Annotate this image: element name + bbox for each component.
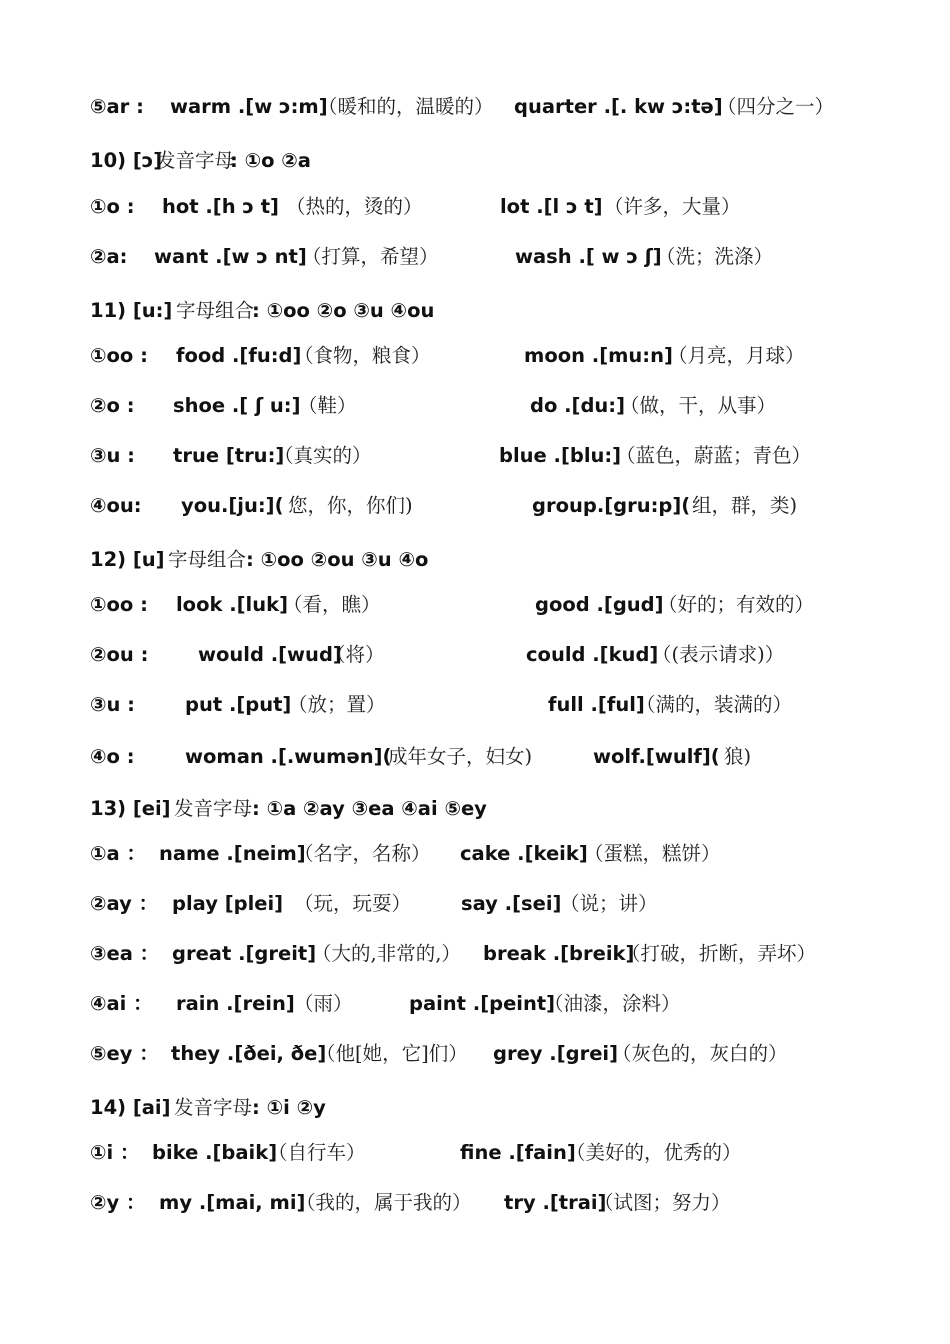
word-ipa: wash .[ w ɔ ʃ] [515,245,662,268]
word-ipa: name .[neim] [159,842,306,865]
entry-marker: ③u : [90,444,135,467]
word-ipa: good .[gud] [535,593,664,616]
word-ipa: shoe .[ ʃ u:] [173,394,301,417]
entry-marker: ②ay ： [90,892,159,915]
word-ipa: would .[wud] [198,643,342,666]
word-ipa: true [tru:] [173,444,285,467]
word-meaning: 狼) [724,745,752,768]
word-meaning: （(表示请求)） [652,643,785,666]
entry-marker: ②a: [90,245,128,268]
heading-number: 12) [u] [90,548,165,571]
word-meaning: 您，你，你们) [288,494,413,517]
entry-marker: ⑤ar : [90,95,144,118]
word-meaning: （暖和的，温暖的） [318,95,494,118]
word-ipa: say .[sei] [461,892,562,915]
word-ipa: try .[trai] [504,1191,607,1214]
word-meaning: （月亮，月球） [668,344,805,367]
entry-marker: ②ou : [90,643,149,666]
word-meaning: （试图；努力） [594,1191,731,1214]
heading-letters: : ①oo ②o ③u ④ou [252,299,435,322]
word-ipa: great .[greit] [172,942,317,965]
heading-label: 字母组合 [176,299,255,322]
entry-marker: ④ai ： [90,992,153,1015]
entry-marker: ③ea ： [90,942,160,965]
word-ipa: you.[ju:]( [181,494,284,517]
word-ipa: fine .[fain] [460,1141,576,1164]
word-meaning: （做，干，从事） [620,394,777,417]
word-meaning: （油漆，涂料） [544,992,681,1015]
word-ipa: woman .[.wumən]( [185,745,392,768]
word-ipa: group.[gru:p]( [532,494,691,517]
word-meaning: （真实的） [274,444,372,467]
entry-marker: ③u : [90,693,135,716]
heading-number: 14) [ai] [90,1096,171,1119]
word-ipa: put .[put] [185,693,292,716]
entry-marker: ①oo : [90,593,148,616]
word-ipa: cake .[keik] [460,842,588,865]
word-meaning: （大的,非常的,） [312,942,461,965]
word-meaning: （满的，装满的） [636,693,793,716]
word-meaning: （他[她，它]们） [316,1042,468,1065]
word-meaning: （我的，属于我的） [296,1191,472,1214]
entry-marker: ①a ： [90,842,146,865]
word-ipa: hot .[h ɔ t] [162,195,279,218]
word-meaning: 成年女子，妇女) [388,745,533,768]
word-meaning: （好的；有效的） [658,593,815,616]
heading-letters: : ①oo ②ou ③u ④o [246,548,429,571]
word-ipa: moon .[mu:n] [524,344,673,367]
heading-number: 10) [ɔ] [90,149,163,172]
word-meaning: （蓝色，蔚蓝；青色） [616,444,812,467]
word-meaning: （四分之一） [717,95,835,118]
word-ipa: play [plei] [172,892,284,915]
entry-marker: ⑤ey ： [90,1042,159,1065]
heading-label: 字母组合 [168,548,247,571]
word-ipa: grey .[grei] [493,1042,619,1065]
word-ipa: blue .[blu:] [499,444,622,467]
word-ipa: lot .[l ɔ t] [500,195,603,218]
word-meaning: （食物，粮食） [294,344,431,367]
heading-label: 发音字母 [156,149,235,172]
word-meaning: （雨） [294,992,353,1015]
word-meaning: （放；置） [288,693,386,716]
heading-letters: : ①a ②ay ③ea ④ai ⑤ey [252,797,487,820]
word-meaning: （自行车） [268,1141,366,1164]
word-meaning: （打破，折断，弄坏） [621,942,817,965]
word-meaning: （蛋糕，糕饼） [584,842,721,865]
word-ipa: quarter .[. kw ɔ:tə] [514,95,723,118]
heading-letters: : ①i ②y [252,1096,326,1119]
word-ipa: food .[fu:d] [176,344,302,367]
word-meaning: （看，瞧） [283,593,381,616]
word-meaning: （热的，烫的） [286,195,423,218]
word-ipa: do .[du:] [530,394,626,417]
word-ipa: warm .[w ɔ:m] [170,95,328,118]
word-ipa: look .[luk] [176,593,289,616]
entry-marker: ④ou: [90,494,142,517]
heading-letters: : ①o ②a [230,149,311,172]
word-meaning: （说；讲） [560,892,658,915]
word-ipa: want .[w ɔ nt] [154,245,307,268]
entry-marker: ①o : [90,195,135,218]
word-ipa: they .[ðei, ðe] [171,1042,327,1065]
word-ipa: break .[breik] [483,942,635,965]
word-meaning: （打算，希望） [302,245,439,268]
heading-label: 发音字母 [174,797,253,820]
word-ipa: full .[ful] [548,693,645,716]
entry-marker: ④o : [90,745,135,768]
word-meaning: （鞋） [298,394,357,417]
word-ipa: paint .[peint] [409,992,556,1015]
word-ipa: bike .[baik] [152,1141,278,1164]
word-meaning: （灰色的，灰白的） [612,1042,788,1065]
word-ipa: my .[mai, mi] [159,1191,306,1214]
word-ipa: could .[kud] [526,643,659,666]
entry-marker: ②y ： [90,1191,146,1214]
word-ipa: rain .[rein] [176,992,295,1015]
word-meaning: （名字，名称） [294,842,431,865]
word-meaning: （将） [326,643,385,666]
word-meaning: （许多，大量） [604,195,741,218]
word-meaning: （玩，玩耍） [294,892,412,915]
word-meaning: （洗；洗涤） [656,245,774,268]
word-ipa: wolf.[wulf]( [593,745,720,768]
heading-number: 11) [u:] [90,299,173,322]
heading-number: 13) [ei] [90,797,171,820]
entry-marker: ①i ： [90,1141,140,1164]
word-meaning: （美好的，优秀的） [566,1141,742,1164]
heading-label: 发音字母 [174,1096,253,1119]
entry-marker: ①oo : [90,344,148,367]
word-meaning: 组，群，类) [692,494,798,517]
entry-marker: ②o : [90,394,135,417]
